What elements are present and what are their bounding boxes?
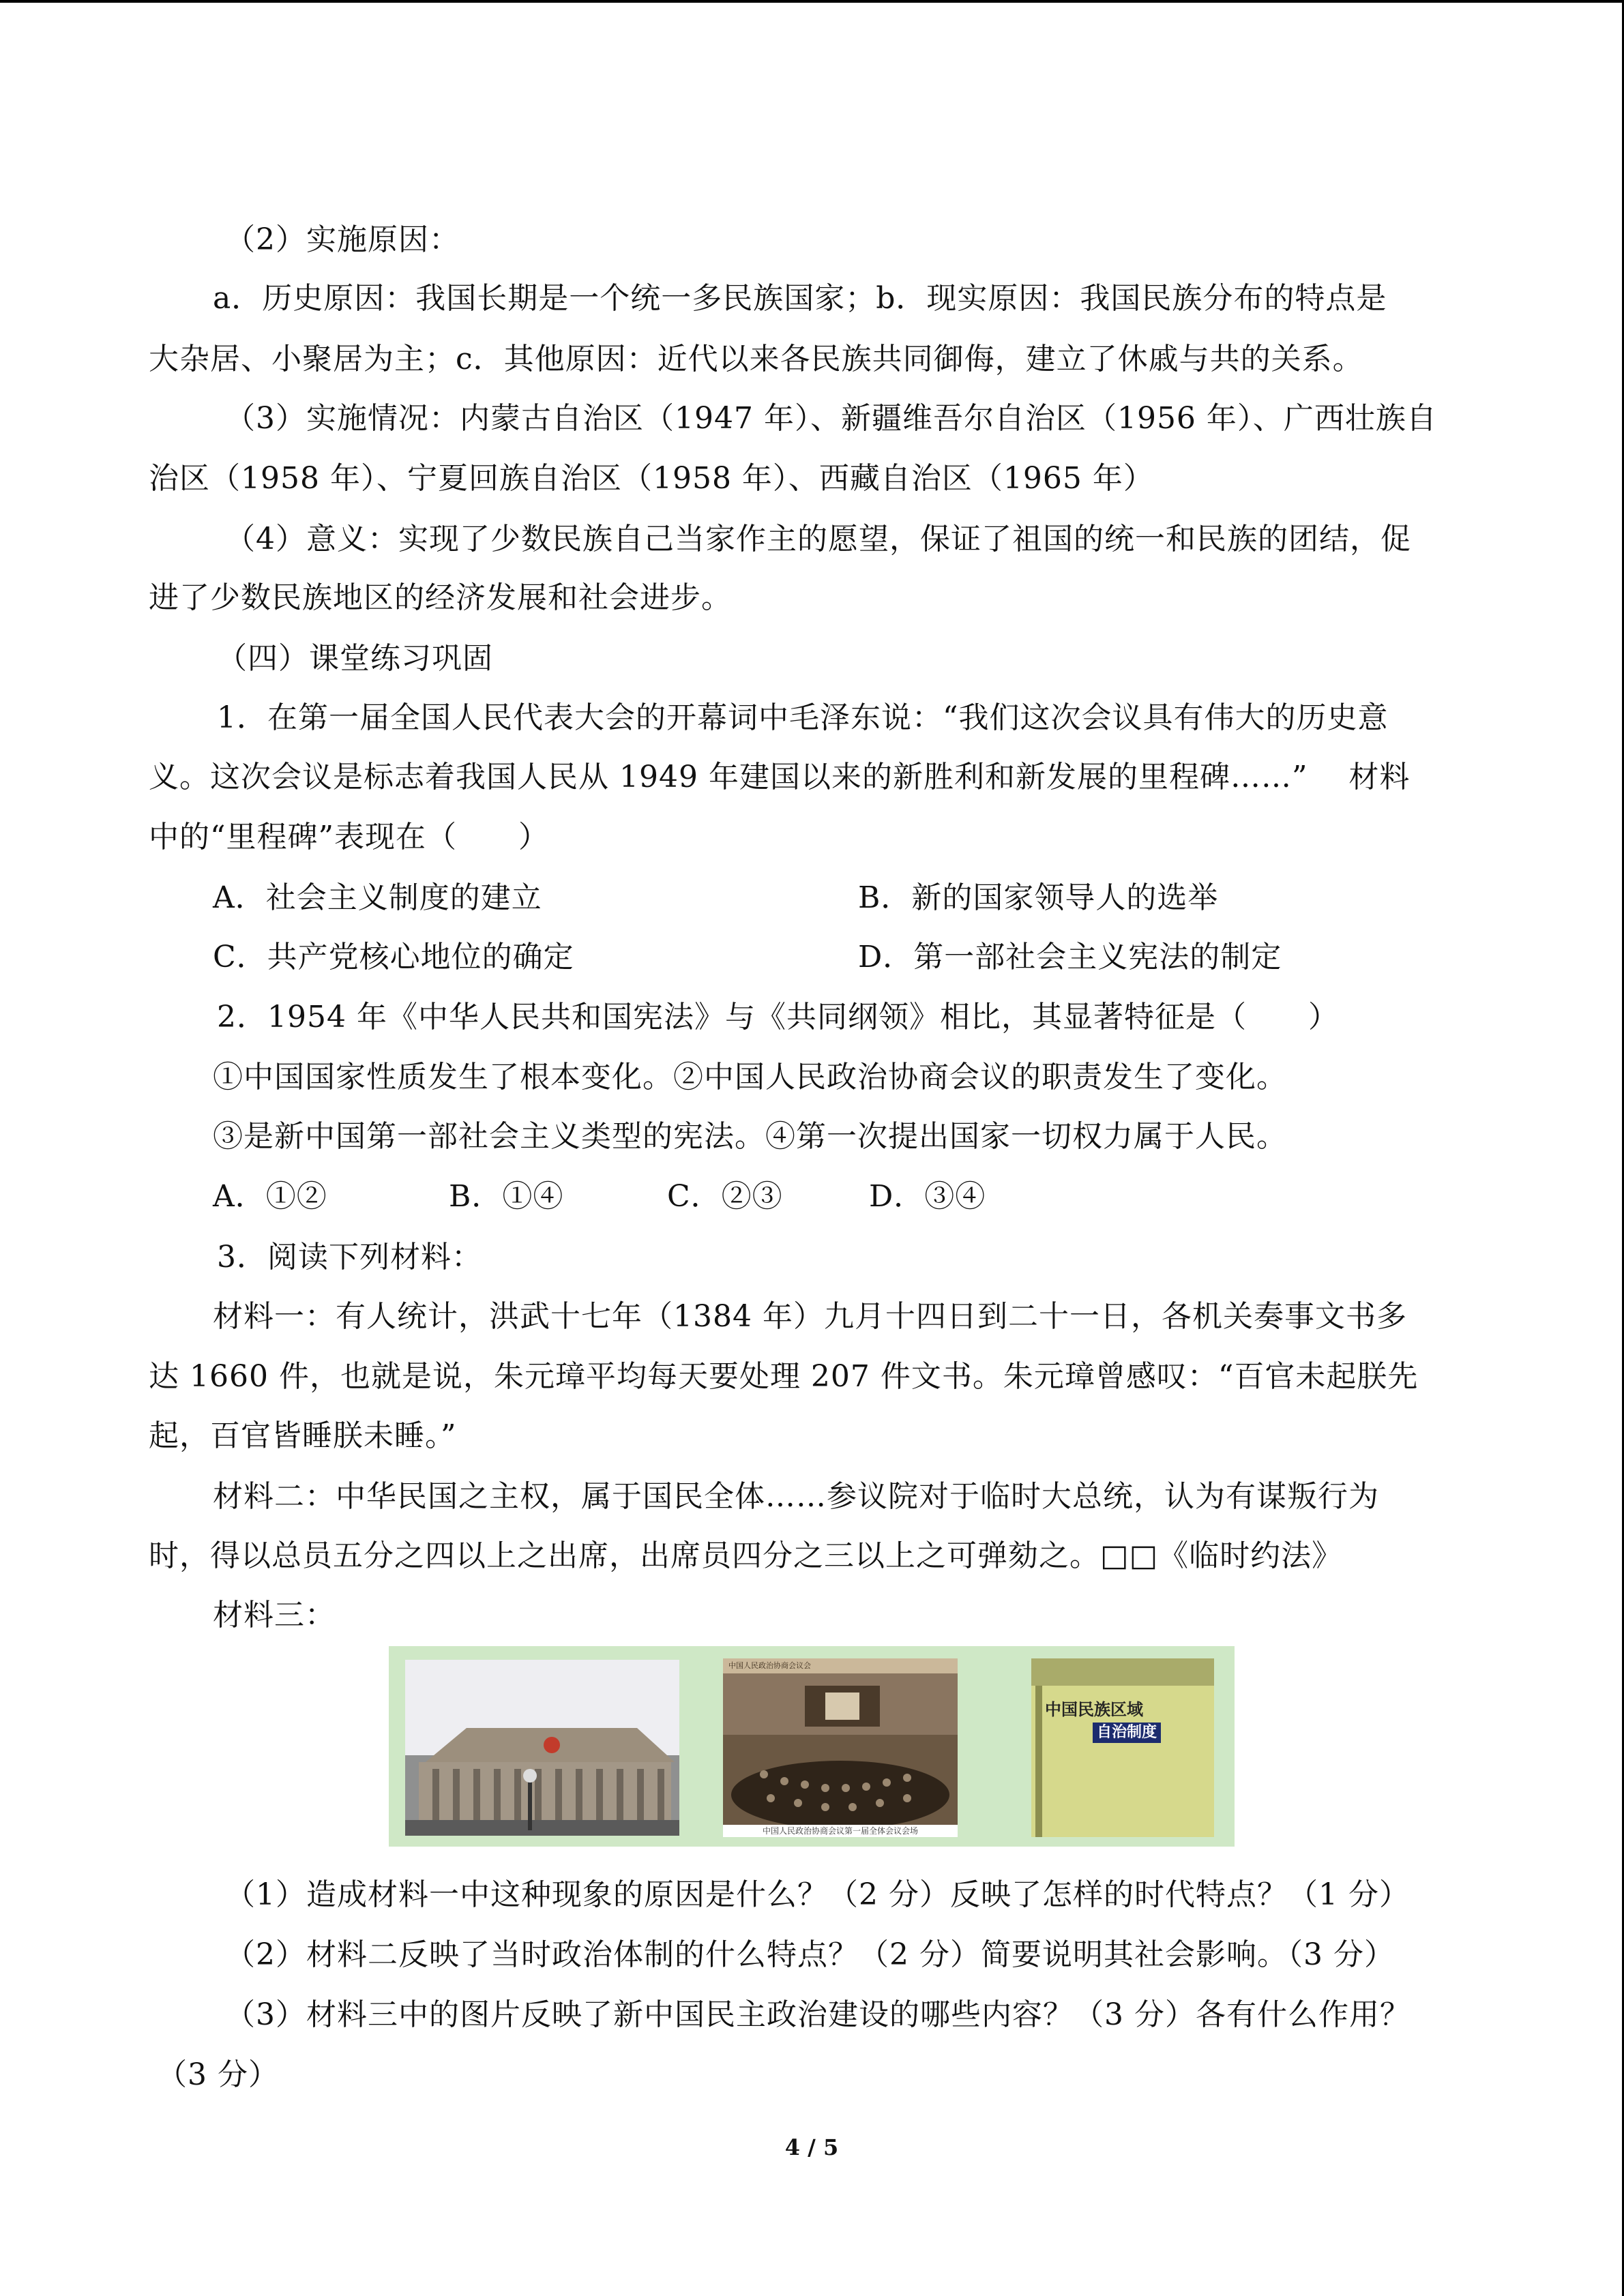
section-heading: （四）课堂练习巩固 bbox=[217, 641, 493, 676]
material-1: 达 1660 件，也就是说，朱元璋平均每天要处理 207 件文书。朱元璋曾感叹：“百官未起朕先 bbox=[149, 1359, 1419, 1394]
page-number: 4 / 5 bbox=[784, 2134, 839, 2160]
option-a: A．社会主义制度的建立 bbox=[213, 880, 542, 915]
book-cover-photo bbox=[1031, 1658, 1214, 1837]
option-b: B．新的国家领导人的选举 bbox=[858, 880, 1219, 915]
book-title: 中国民族区域 bbox=[1045, 1700, 1143, 1719]
material-1: 材料一：有人统计，洪武十七年（1384 年）九月十四日到二十一日，各机关奏事文书多 bbox=[213, 1299, 1407, 1334]
question-2-statement: ①中国国家性质发生了根本变化。②中国人民政治协商会议的职责发生了变化。 bbox=[213, 1060, 1287, 1094]
sub-question-3: （3 分） bbox=[157, 2057, 279, 2092]
great-hall-illustration bbox=[405, 1660, 679, 1836]
question-3-stem: 3．阅读下列材料： bbox=[217, 1240, 482, 1274]
option-d: D．③④ bbox=[869, 1179, 986, 1214]
text-line: （3）实施情况：内蒙古自治区（1947 年）、新疆维吾尔自治区（1956 年）、广西壮族自 bbox=[225, 401, 1437, 436]
text-line: （4）意义：实现了少数民族自己当家作主的愿望，保证了祖国的统一和民族的团结，促 bbox=[225, 522, 1411, 556]
material-3-figure bbox=[389, 1646, 1235, 1847]
text-line: a．历史原因：我国长期是一个统一多民族国家；b．现实原因：我国民族分布的特点是 bbox=[213, 281, 1387, 316]
question-1-stem: 1．在第一届全国人民代表大会的开幕词中毛泽东说：“我们这次会议具有伟大的历史意 bbox=[217, 700, 1389, 735]
option-d: D．第一部社会主义宪法的制定 bbox=[858, 940, 1282, 974]
great-hall-photo bbox=[405, 1660, 679, 1836]
option-a: A．①② bbox=[213, 1179, 327, 1214]
text-line: 治区（1958 年）、宁夏回族自治区（1958 年）、西藏自治区（1965 年） bbox=[149, 461, 1154, 496]
book-cover-illustration bbox=[1031, 1658, 1214, 1837]
photo-caption-top: 中国人民政治协商会议会 bbox=[723, 1658, 958, 1673]
option-c: C．②③ bbox=[667, 1179, 783, 1214]
material-1: 起，百官皆睡朕未睡。” bbox=[149, 1418, 457, 1453]
text-line: 进了少数民族地区的经济发展和社会进步。 bbox=[149, 580, 732, 615]
question-2-stem: 2．1954 年《中华人民共和国宪法》与《共同纲领》相比，其显著特征是（ ） bbox=[217, 1000, 1339, 1034]
question-2-statement: ③是新中国第一部社会主义类型的宪法。④第一次提出国家一切权力属于人民。 bbox=[213, 1119, 1287, 1154]
cppcc-meeting-photo bbox=[723, 1658, 958, 1837]
question-1-stem: 中的“里程碑”表现在（ ） bbox=[149, 820, 549, 854]
material-2: 时，得以总员五分之四以上之出席，出席员四分之三以上之可弹劾之。□□《临时约法》 bbox=[149, 1538, 1343, 1573]
photo-caption: 中国人民政治协商会议第一届全体会议会场 bbox=[723, 1825, 958, 1837]
question-1-stem: 义。这次会议是标志着我国人民从 1949 年建国以来的新胜利和新发展的里程碑……” 材料 bbox=[149, 760, 1411, 794]
material-3-label: 材料三： bbox=[213, 1598, 336, 1632]
option-c: C．共产党核心地位的确定 bbox=[213, 940, 574, 974]
text-line: 大杂居、小聚居为主；c．其他原因：近代以来各民族共同御侮，建立了休戚与共的关系。 bbox=[149, 342, 1363, 376]
sub-question-2: （2）材料二反映了当时政治体制的什么特点？（2 分）简要说明其社会影响。（3 分） bbox=[225, 1937, 1395, 1972]
material-2: 材料二：中华民国之主权，属于国民全体……参议院对于临时大总统，认为有谋叛行为 bbox=[213, 1479, 1379, 1514]
book-subtitle: 自治制度 bbox=[1093, 1723, 1161, 1743]
meeting-hall-illustration bbox=[723, 1658, 958, 1837]
text-line: （2）实施原因： bbox=[225, 222, 460, 257]
sub-question-3: （3）材料三中的图片反映了新中国民主政治建设的哪些内容？（3 分）各有什么作用？ bbox=[225, 1997, 1411, 2032]
option-b: B．①④ bbox=[449, 1179, 564, 1214]
sub-question-1: （1）造成材料一中这种现象的原因是什么？（2 分）反映了怎样的时代特点？（1 分） bbox=[225, 1877, 1410, 1912]
